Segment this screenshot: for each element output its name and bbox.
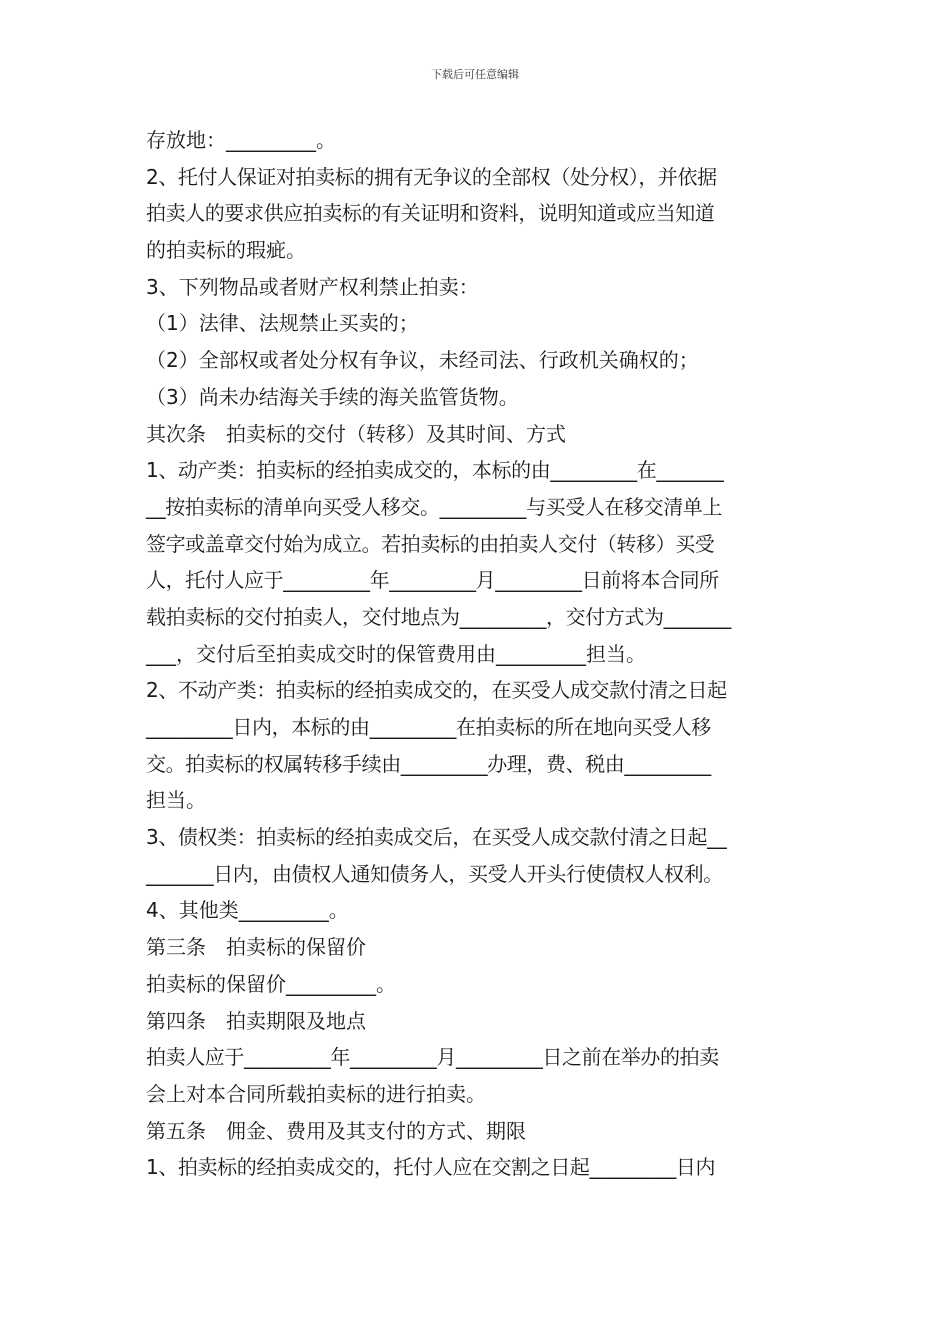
text-line: 会上对本合同所载拍卖标的进行拍卖。 [146, 1081, 486, 1106]
text-line: ___，交付后至拍卖成交时的保管费用由_________担当。 [146, 641, 646, 666]
text-line: 拍卖标的保留价_________。 [146, 971, 396, 996]
text-line: _______日内，由债权人通知债务人，买受人开头行使债权人权利。 [146, 861, 723, 886]
text-line: 的拍卖标的瑕疵。 [146, 238, 306, 263]
section-heading: 其次条 拍卖标的交付（转移）及其时间、方式 [146, 421, 566, 446]
text-line: （3）尚未办结海关手续的海关监管货物。 [146, 384, 519, 409]
section-heading: 第三条 拍卖标的保留价 [146, 935, 366, 960]
text-line: 3、下列物品或者财产权利禁止拍卖： [146, 274, 479, 299]
page-header: 下载后可任意编辑 [431, 68, 519, 81]
text-line: （2）全部权或者处分权有争议，未经司法、行政机关确权的； [146, 348, 699, 373]
text-line: 2、托付人保证对拍卖标的拥有无争议的全部权（处分权），并依据 [146, 164, 717, 189]
text-line: 拍卖人应于_________年_________月_________日之前在举办的拍卖 [146, 1045, 719, 1070]
text-line: 人，托付人应于_________年_________月_________日前将本合同所 [146, 568, 719, 593]
text-line: 存放地：_________。 [146, 128, 336, 152]
text-line: 2、不动产类：拍卖标的经拍卖成交的，在买受人成交款付清之日起 [146, 678, 727, 703]
text-line: 拍卖人的要求供应拍卖标的有关证明和资料，说明知道或应当知道 [146, 201, 715, 226]
document-body [146, 122, 810, 1186]
section-heading: 第四条 拍卖期限及地点 [146, 1008, 366, 1033]
text-line: 交。拍卖标的权属转移手续由_________办理，费、税由_________ [146, 751, 711, 776]
text-line: 载拍卖标的交付拍卖人，交付地点为_________，交付方式为_______ [146, 604, 731, 629]
text-line: 1、动产类：拍卖标的经拍卖成交的，本标的由_________在_______ [146, 458, 724, 483]
text-line: 1、拍卖标的经拍卖成交的，托付人应在交割之日起_________日内 [146, 1155, 716, 1180]
text-line: （1）法律、法规禁止买卖的； [146, 311, 419, 336]
text-line: 3、债权类：拍卖标的经拍卖成交后，在买受人成交款付清之日起__ [146, 825, 727, 850]
text-line: _________日内，本标的由_________在拍卖标的所在地向买受人移 [146, 715, 711, 739]
section-heading: 第五条 佣金、费用及其支付的方式、期限 [146, 1118, 526, 1143]
text-line: __按拍卖标的清单向买受人移交。_________与买受人在移交清单上 [146, 494, 722, 519]
text-line: 4、其他类_________。 [146, 898, 349, 923]
text-line: 签字或盖章交付始为成立。若拍卖标的由拍卖人交付（转移）买受 [146, 531, 715, 556]
text-line: 担当。 [146, 788, 206, 813]
